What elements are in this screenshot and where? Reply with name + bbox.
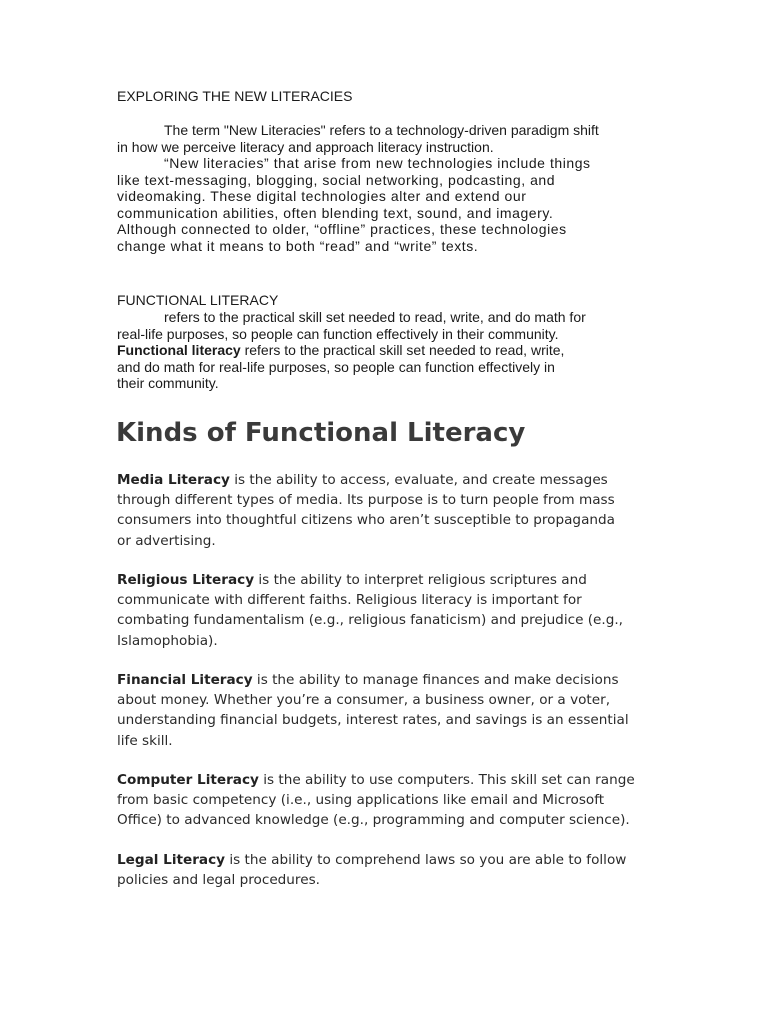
new-lit-line: videomaking. These digital technologies alter and extend our — [117, 188, 527, 205]
kind-financial-literacy — [117, 670, 677, 751]
functional-def-rest: refers to the practical skill set needed to read, write, — [240, 342, 565, 359]
functional-line: refers to the practical skill set needed to read, write, and do math for — [164, 309, 586, 325]
kind-line: through different types of media. Its purpose is to turn people from mass — [117, 492, 615, 509]
new-lit-line: like text-messaging, blogging, social networking, podcasting, and — [117, 171, 556, 188]
functional-def-line: their community. — [117, 375, 219, 392]
kind-line: Islamophobia). — [117, 632, 218, 649]
kind-first-line: is the ability to comprehend laws so you are able to follow — [225, 852, 627, 868]
heading-functional-literacy: FUNCTIONAL LITERACY — [117, 292, 279, 308]
kind-line: consumers into thoughtful citizens who aren’t susceptible to propaganda — [117, 512, 615, 529]
heading-new-literacies: EXPLORING THE NEW LITERACIES — [117, 88, 353, 104]
functional-def-line — [117, 342, 657, 359]
kind-computer-literacy — [117, 770, 677, 831]
new-lit-line: communication abilities, often blending text, sound, and imagery. — [117, 204, 554, 221]
kind-line: from basic competency (i.e., using applications like email and Microsoft — [117, 792, 605, 809]
new-lit-line: Although connected to older, “offline” practices, these technologies — [117, 221, 567, 238]
functional-line: real-life purposes, so people can function effectively in their community. — [117, 325, 559, 342]
functional-term: Functional literacy — [117, 342, 241, 359]
new-lit-line: “New literacies” that arise from new technologies include things — [164, 155, 591, 171]
functional-paragraph — [117, 309, 657, 392]
kind-first-line: is the ability to use computers. This skill set can range — [258, 772, 635, 788]
kind-line: combating fundamentalism (e.g., religious fanaticism) and prejudice (e.g., — [117, 612, 624, 629]
functional-def-line: and do math for real-life purposes, so people can function effectively in — [117, 358, 555, 375]
new-lit-line: change what it means to both “read” and “write” texts. — [117, 237, 479, 254]
new-literacies-paragraph — [117, 155, 657, 255]
intro-line: The term "New Literacies" refers to a technology-driven paradigm shift — [164, 122, 599, 138]
kind-line: policies and legal procedures. — [117, 872, 320, 889]
kind-term: Computer Literacy — [117, 772, 259, 788]
kind-line: about money. Whether you’re a consumer, a business owner, or a voter, — [117, 692, 611, 709]
intro-paragraph — [117, 122, 657, 155]
kind-first-line: is the ability to access, evaluate, and create messages — [229, 472, 608, 488]
kind-legal-literacy — [117, 850, 677, 890]
kind-line: Office) to advanced knowledge (e.g., programming and computer science). — [117, 812, 630, 829]
kind-term: Media Literacy — [117, 472, 230, 488]
kind-first-line: is the ability to manage finances and make decisions — [252, 672, 619, 688]
kind-media-literacy — [117, 470, 677, 551]
kind-religious-literacy — [117, 570, 677, 651]
kind-term: Religious Literacy — [117, 572, 255, 588]
kind-first-line: is the ability to interpret religious scriptures and — [254, 572, 587, 588]
kind-term: Legal Literacy — [117, 852, 226, 868]
kind-line: or advertising. — [117, 532, 216, 549]
kinds-title: Kinds of Functional Literacy — [116, 418, 526, 448]
intro-line: in how we perceive literacy and approach literacy instruction. — [117, 138, 494, 155]
kind-line: understanding financial budgets, interest rates, and savings is an essential — [117, 712, 629, 729]
kind-term: Financial Literacy — [117, 672, 253, 688]
kind-line: life skill. — [117, 732, 173, 749]
kind-line: communicate with different faiths. Religious literacy is important for — [117, 592, 582, 609]
